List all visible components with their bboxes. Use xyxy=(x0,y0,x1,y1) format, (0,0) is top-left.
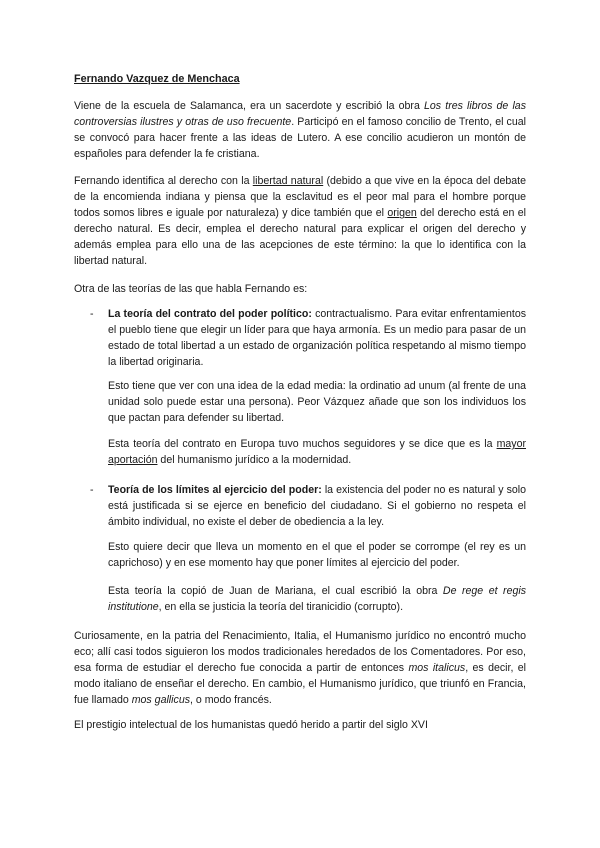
bullet-dash: - xyxy=(90,484,94,496)
contract-theory-heading: La teoría del contrato del poder político: xyxy=(108,308,312,320)
mariana-text: Esta teoría la copió de Juan de Mariana, el cual escribió la obra xyxy=(108,585,443,597)
curiosamente-text-mid: , es decir, el modo italiano de enseñar el derecho. En cambio, el Humanismo jurídico, que triunfó en Francia, fue llamado xyxy=(74,662,527,707)
libertad-natural-term: libertad natural xyxy=(252,175,324,187)
mos-gallicus-term: mos gallicus xyxy=(131,694,191,707)
contract-europe-text: Esta teoría del contrato en Europa tuvo muchos seguidores y se dice que es la xyxy=(108,438,497,450)
limits-theory-text: la existencia del poder no es natural y solo está justificada si se ejerce en beneficio del ciudadano. Si el gobierno no respeta el ámbito individual, no existe el deber de obediencia a la ley. xyxy=(108,484,526,529)
mos-italicus-term: mos italicus xyxy=(408,662,466,675)
mariana-text-end: , en ella se justicia la teoría del tiranicidio (corrupto). xyxy=(158,601,404,614)
intro-text-end: . Participó en el famoso concilio de Trento, el cual se convocó para hacer frente a las ideas de Lutero. A ese concilio acudieron un montón de españoles para defender la fe cristiana. xyxy=(74,116,526,161)
curiosamente-text-end: , o modo francés. xyxy=(190,694,272,707)
origen-term: origen xyxy=(387,207,417,220)
intro-text: Viene de la escuela de Salamanca, era un sacerdote y escribió la obra xyxy=(74,100,425,112)
bullet-dash: - xyxy=(90,308,94,320)
libertad-text-end: del derecho está en el derecho natural. Es decir, emplea el derecho natural para explicar el origen del derecho y además emplea para ello una de las acepciones de este término: la que lo identifica con la libertad natural. xyxy=(74,207,526,268)
libertad-paragraph xyxy=(74,173,526,270)
corruption-paragraph: Esto quiere decir que lleva un momento en el que el poder se corrompe (el rey es un caprichoso) y en ese momento hay que poner límites al ejercicio del poder. xyxy=(108,541,526,570)
libertad-text-mid: (debido a que vive en la época del debate de la encomienda indiana y piensa que la esclavitud es el peor mal para el hombre porque todos somos libres e iguale por naturaleza) y dice también que el xyxy=(74,175,526,220)
contract-theory-paragraph xyxy=(108,306,526,370)
contract-theory-text: contractualismo. Para evitar enfrentamientos el pueblo tiene que elegir un líder para que haya armonía. Es un medio para pasar de un estado de total libertad a un estado de organización política respetando al mismo tiempo la libertad originaria. xyxy=(108,308,527,369)
curiosamente-text: Curiosamente, en la patria del Renacimiento, Italia, el Humanismo jurídico no encontró mucho eco; allí casi todos siguieron los modos tradicionales heredados de los Comentadores. Por eso, esa forma de estudiar el derecho fue conocida a partir de entonces xyxy=(74,630,526,675)
libertad-text: Fernando identifica al derecho con la xyxy=(74,175,253,187)
page-title: Fernando Vazquez de Menchaca xyxy=(74,73,240,85)
mariana-paragraph xyxy=(108,583,526,615)
theories-intro: Otra de las teorías de las que habla Fernando es: xyxy=(74,283,308,295)
limits-theory-heading: Teoría de los límites al ejercicio del poder: xyxy=(108,484,322,496)
intro-paragraph xyxy=(74,98,526,162)
closing-paragraph: El prestigio intelectual de los humanistas quedó herido a partir del siglo XVI xyxy=(74,719,428,731)
ordinatio-paragraph: Esto tiene que ver con una idea de la edad media: la ordinatio ad unum (al frente de una unidad solo puede estar una persona). Peor Vázquez añade que son los individuos los que pactan para defender su libertad. xyxy=(108,380,526,425)
curiosamente-paragraph xyxy=(74,628,526,708)
mayor-aportacion-term: mayor aportación xyxy=(108,438,526,467)
contract-europe-text-end: del humanismo jurídico a la modernidad. xyxy=(157,454,352,467)
work-title: Los tres libros de las controversias ilustres y otras de uso frecuente xyxy=(74,100,527,129)
de-rege-title: De rege et regis institutione xyxy=(108,585,527,614)
contract-europe-paragraph xyxy=(108,436,526,468)
limits-theory-paragraph xyxy=(108,482,526,530)
